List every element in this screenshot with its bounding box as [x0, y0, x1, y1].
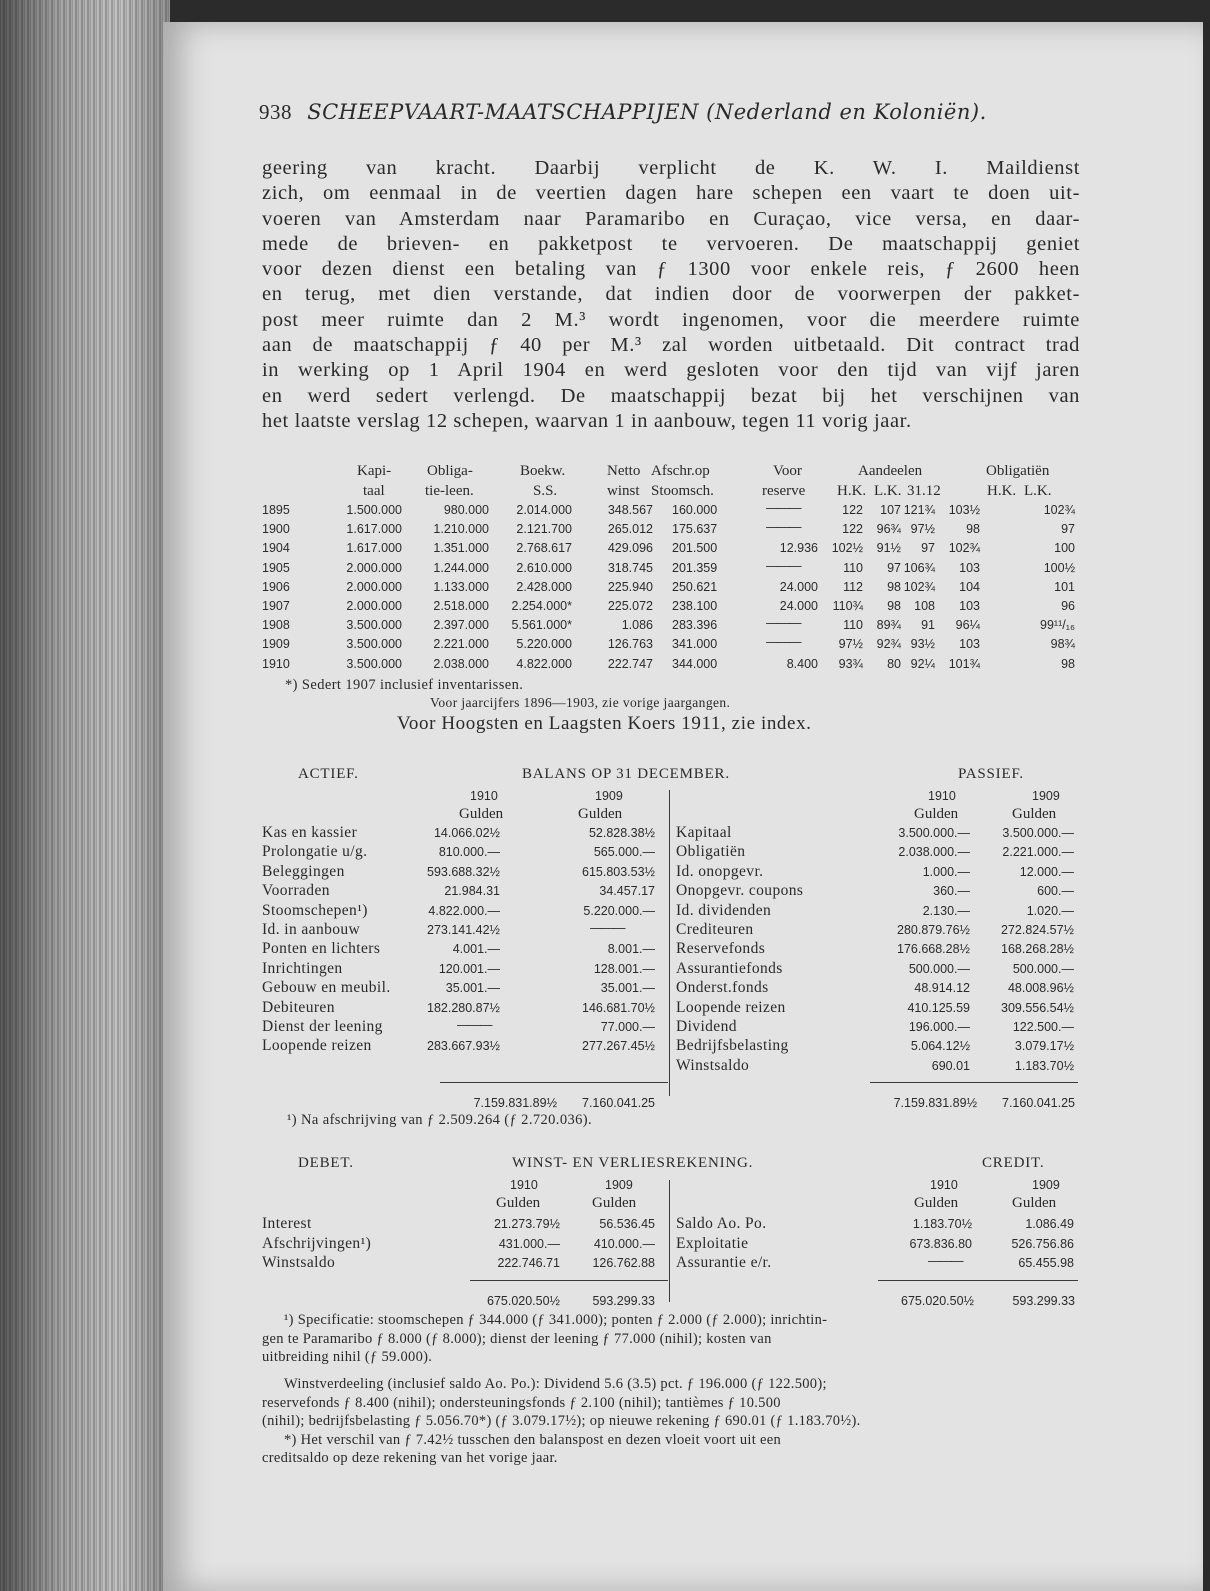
total-rule: [470, 1280, 668, 1281]
stats-cell: 4.822.000: [516, 656, 572, 671]
passief-1909: 48.008.96½: [1007, 981, 1074, 996]
stats-header-top: Kapi-: [357, 463, 392, 479]
stats-cell: 102¾: [948, 541, 980, 556]
unit-gulden: Gulden: [459, 806, 504, 822]
stats-cell: 96: [1061, 599, 1075, 613]
passief-label: Dividend: [676, 1018, 737, 1035]
stats-dash: ———: [766, 616, 801, 631]
stats-cell: 3.500.000: [346, 618, 402, 633]
stats-year: 1904: [262, 541, 290, 556]
debet-1910: 431.000.—: [498, 1236, 560, 1251]
book-edge-shadow: [0, 0, 170, 1591]
stats-cell: 2.768.617: [516, 541, 572, 556]
stats-cell: 1.086: [621, 618, 653, 633]
stats-cell: 108: [914, 599, 935, 613]
stats-year: 1909: [262, 637, 290, 652]
stats-cell: 344.000: [672, 656, 718, 671]
stats-dash: ———: [766, 501, 801, 515]
actief-1910-dash: ———: [457, 1018, 492, 1032]
stats-cell: 103: [959, 599, 980, 613]
actief-label: Debiteuren: [262, 998, 335, 1016]
stats-cell: 2.121.700: [516, 522, 572, 537]
stats-header-top: Aandeelen: [858, 463, 923, 479]
stats-header-bottom: tie-leen.: [425, 483, 474, 499]
passief-total-1909: 7.160.041.25: [1002, 1096, 1075, 1110]
stats-cell: 201.359: [672, 560, 718, 575]
stats-cell: 110: [843, 560, 863, 575]
debet-label: Winstsaldo: [262, 1254, 336, 1271]
intro-line: voeren van Amsterdam naar Paramaribo en Curaçao, vice versa, en daar-: [262, 207, 1080, 230]
stats-header-top: Netto: [607, 463, 641, 479]
credit-label: Saldo Ao. Po.: [676, 1215, 767, 1232]
stats-cell: 1.617.000: [346, 522, 402, 537]
stats-cell: 2.000.000: [346, 579, 402, 594]
stats-cell: 98: [887, 599, 901, 613]
intro-line: zich, om eenmaal in de veertien dagen hare schepen een vaart te doen uit-: [262, 182, 1080, 205]
year-1909: 1909: [595, 789, 623, 803]
stats-header-bottom: S.S.: [533, 483, 558, 499]
stats-cell: 2.000.000: [346, 560, 402, 575]
actief-1909: 5.220.000.—: [583, 903, 655, 918]
passief-label: Loopende reizen: [676, 998, 786, 1016]
stats-cell: 104: [959, 579, 980, 594]
stats-header-bottom: Stoomsch.: [651, 483, 714, 499]
actief-label: Id. in aanbouw: [262, 921, 361, 938]
stats-year: 1908: [262, 618, 290, 633]
passief-1909: 272.824.57½: [1001, 923, 1074, 937]
actief-1909: 615.803.53½: [582, 864, 655, 879]
passief-1910: 1.000.—: [922, 864, 970, 879]
actief-label: Ponten en lichters: [262, 940, 381, 958]
actief-1910: 35.001.—: [445, 981, 500, 996]
debet-1909: 56.536.45: [599, 1217, 655, 1231]
stats-cell: 980.000: [443, 503, 489, 517]
passief-1910: 690.01: [931, 1058, 970, 1073]
actief-label: Gebouw en meubil.: [262, 979, 391, 997]
passief-1909: 12.000.—: [1019, 864, 1074, 879]
stats-cell: 92¼: [910, 656, 935, 671]
total-rule: [440, 1082, 668, 1083]
debet-label: Interest: [262, 1215, 312, 1232]
stats-cell: 24.000: [779, 599, 818, 613]
year-1909: 1909: [1032, 1178, 1060, 1192]
actief-label: Voorraden: [262, 882, 330, 900]
stats-cell: 1.617.000: [346, 541, 402, 556]
stats-cell: 101: [1054, 579, 1075, 594]
credit-total-1910: 675.020.50½: [901, 1294, 974, 1308]
stats-cell: 121¾: [903, 503, 935, 517]
credit-label: Exploitatie: [676, 1234, 749, 1252]
passief-1909: 500.000.—: [1012, 961, 1074, 976]
passief-1909: 1.183.70½: [1014, 1058, 1074, 1073]
stats-cell: 2.518.000: [433, 599, 489, 613]
actief-label: Inrichtingen: [262, 959, 343, 977]
footnote-line: Winstverdeeling (inclusief saldo Ao. Po.): Dividend 5.6 (3.5) pct. ƒ 196.000 (ƒ 122.500);: [284, 1376, 827, 1392]
intro-line: in werking op 1 April 1904 en werd gesloten voor den tijd van vijf jaren: [262, 359, 1080, 382]
stats-cell: 2.610.000: [516, 560, 572, 575]
stats-cell: 98: [887, 579, 901, 594]
stats-cell: 102½: [831, 541, 863, 556]
passief-1909: 309.556.54½: [1001, 1000, 1074, 1015]
stats-header-top: Obliga-: [427, 463, 473, 479]
stats-note-index: Voor Hoogsten en Laagsten Koers 1911, zie index.: [397, 713, 812, 734]
stats-cell: 283.396: [672, 618, 718, 633]
year-1910: 1910: [510, 1178, 538, 1192]
unit-gulden: Gulden: [914, 806, 959, 822]
unit-gulden: Gulden: [592, 1195, 637, 1211]
intro-line: en werd sedert verlengd. De maatschappij bezat bij het verschijnen van: [262, 384, 1080, 407]
actief-1909: 565.000.—: [593, 845, 655, 860]
intro-line: mede de brieven- en pakketpost te vervoeren. De maatschappij geniet: [262, 232, 1080, 255]
stats-year: 1895: [262, 503, 290, 517]
passief-1909: 3.500.000.—: [1002, 826, 1074, 840]
stats-cell: 99¹¹/₁₆: [1040, 618, 1075, 633]
stats-dash: ———: [766, 558, 801, 573]
passief-label: Kapitaal: [676, 824, 732, 841]
year-1910: 1910: [930, 1178, 958, 1192]
actief-1909: 8.001.—: [607, 942, 655, 957]
passief-1910: 176.668.28½: [897, 942, 970, 957]
profit-distribution-note: [262, 1375, 1080, 1468]
debet-1909: 410.000.—: [593, 1236, 655, 1251]
actief-1909: 77.000.—: [600, 1020, 655, 1034]
stats-cell: 318.745: [607, 560, 653, 575]
intro-line: het laatste verslag 12 schepen, waarvan 1 in aanbouw, tegen 11 vorig jaar.: [262, 409, 912, 432]
actief-total-1910: 7.159.831.89½: [473, 1096, 557, 1110]
stats-cell: 100½: [1043, 560, 1075, 575]
debet-total-1909: 593.299.33: [592, 1294, 655, 1308]
credit-total-1909: 593.299.33: [1012, 1294, 1075, 1308]
stats-cell: 101¾: [948, 656, 980, 671]
stats-cell: 102¾: [903, 579, 935, 594]
stats-year: 1905: [262, 560, 290, 575]
balance-divider: [669, 790, 670, 1096]
stats-cell: 112: [843, 579, 863, 594]
stats-dash: ———: [766, 635, 801, 650]
debet-total-1910: 675.020.50½: [487, 1294, 560, 1308]
passief-1910: 410.125.59: [907, 1000, 970, 1015]
stats-cell: 5.561.000*: [511, 618, 572, 633]
passief-1910: 2.130.—: [922, 903, 970, 918]
stats-cell: 96¼: [955, 618, 980, 633]
debet-label: Afschrijvingen¹): [262, 1234, 372, 1252]
debet-1909: 126.762.88: [592, 1256, 655, 1270]
stats-header-bottom: H.K.: [987, 483, 1017, 499]
running-head: [259, 100, 987, 125]
stats-header-top: Afschr.op: [651, 463, 710, 479]
balance-left-title: ACTIEF.: [298, 766, 359, 782]
stats-cell: 1.244.000: [433, 560, 489, 575]
actief-label: Dienst der leening: [262, 1018, 383, 1035]
stats-cell: 1.500.000: [346, 503, 402, 517]
stats-cell: 93¾: [838, 656, 863, 671]
stats-year: 1907: [262, 599, 290, 613]
actief-1909: 34.457.17: [599, 884, 655, 899]
page-number: 938: [259, 100, 292, 124]
stats-cell: 122: [842, 522, 863, 537]
stats-header-bottom: reserve: [762, 483, 806, 499]
credit-1909: 1.086.49: [1025, 1217, 1074, 1231]
stats-cell: 1.210.000: [433, 522, 489, 537]
stats-cell: 24.000: [779, 579, 818, 594]
passief-1910: 5.064.12½: [910, 1039, 970, 1054]
stats-cell: 201.500: [672, 541, 718, 556]
stats-year: 1900: [262, 522, 290, 537]
stats-cell: 91½: [876, 541, 901, 556]
actief-1909: 35.001.—: [600, 981, 655, 996]
total-rule: [870, 1082, 1078, 1083]
stats-cell: 93½: [910, 637, 935, 652]
passief-label: Obligatiën: [676, 843, 746, 861]
footnote-line: *) Het verschil van ƒ 7.42½ tusschen den balanspost en dezen vloeit voort uit een: [284, 1431, 782, 1448]
stats-cell: 265.012: [607, 522, 653, 537]
passief-label: Winstsaldo: [676, 1056, 750, 1074]
pl-left-title: DEBET.: [298, 1155, 354, 1171]
stats-cell: 8.400: [786, 656, 818, 671]
actief-label: Loopende reizen: [262, 1037, 372, 1055]
stats-cell: 103: [959, 637, 980, 652]
stats-header-bottom: winst: [607, 483, 640, 499]
intro-line: post meer ruimte dan 2 M.³ wordt ingenomen, voor die meerdere ruimte: [262, 308, 1080, 331]
stats-header-top: Obligatiën: [986, 463, 1050, 479]
actief-1910: 4.822.000.—: [428, 903, 500, 918]
stats-cell: 2.221.000: [433, 637, 489, 652]
passief-1910: 196.000.—: [908, 1020, 970, 1034]
pl-right-title: CREDIT.: [982, 1155, 1045, 1171]
passief-label: Onopgevr. coupons: [676, 882, 804, 900]
stats-cell: 1.133.000: [433, 579, 489, 594]
pl-title: WINST- EN VERLIESREKENING.: [512, 1155, 754, 1171]
stats-cell: 122: [842, 503, 863, 517]
passief-label: Bedrijfsbelasting: [676, 1037, 789, 1055]
stats-cell: 98¾: [1050, 637, 1075, 652]
passief-1909: 168.268.28½: [1001, 942, 1074, 957]
pl-divider: [669, 1180, 670, 1302]
stats-header-bottom: taal: [363, 483, 385, 499]
unit-gulden: Gulden: [578, 806, 623, 822]
balance-right-title: PASSIEF.: [958, 766, 1024, 782]
stats-cell: 5.220.000: [516, 637, 572, 652]
stats-cell: 102¾: [1043, 503, 1075, 517]
year-1909: 1909: [605, 1178, 633, 1192]
intro-line: voor dezen dienst een betaling van ƒ 1300 voor enkele reis, ƒ 2600 heen: [262, 258, 1080, 281]
running-head-subtitle: (Nederland en Koloniën).: [706, 100, 987, 124]
unit-gulden: Gulden: [914, 1195, 959, 1211]
passief-label: Id. dividenden: [676, 901, 772, 919]
passief-1909: 3.079.17½: [1014, 1039, 1074, 1054]
actief-1910: 120.001.—: [438, 961, 500, 976]
stats-year: 1906: [262, 579, 290, 594]
stats-cell: 341.000: [672, 637, 718, 652]
stats-cell: 3.500.000: [346, 656, 402, 671]
actief-1909: 277.267.45½: [582, 1039, 655, 1054]
specification-footnote: [262, 1311, 1080, 1367]
stats-cell: 175.637: [672, 522, 718, 537]
actief-1909: 52.828.38½: [588, 826, 655, 840]
unit-gulden: Gulden: [496, 1195, 541, 1211]
credit-1909: 526.756.86: [1011, 1236, 1074, 1251]
debet-1910: 21.273.79½: [493, 1217, 560, 1231]
year-1910: 1910: [470, 789, 498, 803]
actief-1909-dash: ———: [590, 921, 625, 935]
stats-header-bottom: L.K.: [1024, 483, 1052, 499]
stats-cell: 1.351.000: [433, 541, 489, 556]
year-1910: 1910: [928, 789, 956, 803]
credit-1910: 1.183.70½: [912, 1217, 972, 1231]
stats-cell: 238.100: [672, 599, 718, 613]
passief-1909: 600.—: [1037, 884, 1074, 899]
stats-cell: 2.038.000: [433, 656, 489, 671]
stats-note-inventory: *) Sedert 1907 inclusief inventarissen.: [285, 677, 524, 693]
stats-cell: 225.940: [607, 579, 653, 594]
passief-1910: 48.914.12: [914, 981, 970, 996]
stats-cell: 160.000: [672, 503, 718, 517]
stats-cell: 2.000.000: [346, 599, 402, 613]
stats-cell: 348.567: [607, 503, 653, 517]
stats-cell: 91: [921, 618, 935, 633]
stats-cell: 2.254.000*: [511, 599, 572, 613]
passief-1910: 280.879.76½: [897, 923, 970, 937]
stats-cell: 98: [1061, 656, 1075, 671]
actief-1910: 182.280.87½: [427, 1000, 500, 1015]
credit-1910-dash: ———: [928, 1254, 963, 1268]
stats-year: 1910: [262, 656, 290, 671]
stats-header-bottom: 31.12: [907, 483, 941, 499]
stats-cell: 100: [1054, 541, 1075, 556]
stats-cell: 2.014.000: [516, 503, 572, 517]
stats-cell: 110¾: [832, 599, 863, 613]
year-1909: 1909: [1032, 789, 1060, 803]
passief-total-1910: 7.159.831.89½: [893, 1096, 977, 1110]
stats-cell: 2.397.000: [433, 618, 489, 633]
stats-cell: 89¾: [876, 618, 901, 633]
intro-line: geering van kracht. Daarbij verplicht de K. W. I. Maildienst: [262, 157, 1080, 179]
stats-cell: 250.621: [672, 579, 718, 594]
actief-label: Kas en kassier: [262, 824, 358, 841]
passief-1910: 2.038.000.—: [898, 845, 970, 860]
credit-1909: 65.455.98: [1018, 1256, 1074, 1270]
credit-label: Assurantie e/r.: [676, 1254, 772, 1271]
credit-1910: 673.836.80: [909, 1236, 972, 1251]
stats-cell: 92¾: [876, 637, 901, 652]
actief-1909: 146.681.70½: [582, 1000, 655, 1015]
debet-1910: 222.746.71: [497, 1256, 560, 1270]
actief-1910: 810.000.—: [438, 845, 500, 860]
stats-cell: 3.500.000: [346, 637, 402, 652]
actief-1909: 128.001.—: [593, 961, 655, 976]
passief-label: Onderst.fonds: [676, 979, 769, 997]
stats-cell: 2.428.000: [516, 579, 572, 594]
running-head-title: SCHEEPVAART-MAATSCHAPPIJEN: [307, 100, 699, 124]
passief-1910: 500.000.—: [908, 961, 970, 976]
actief-label: Prolongatie u/g.: [262, 843, 368, 861]
stats-cell: 97½: [838, 637, 863, 652]
passief-label: Id. onopgevr.: [676, 862, 764, 880]
stats-cell: 225.072: [607, 599, 653, 613]
stats-cell: 96¾: [876, 522, 901, 537]
actief-1910: 273.141.42½: [427, 923, 500, 937]
actief-1910: 283.667.93½: [427, 1039, 500, 1054]
stats-header-top: Voor: [773, 463, 802, 479]
unit-gulden: Gulden: [1012, 806, 1057, 822]
intro-line: en terug, met dien verstande, dat indien door de voorwerpen der pakket-: [262, 283, 1080, 306]
actief-label: Beleggingen: [262, 862, 345, 880]
stats-cell: 98: [966, 522, 980, 537]
total-rule: [878, 1280, 1078, 1281]
actief-1910: 593.688.32½: [427, 864, 500, 879]
stats-cell: 103: [959, 560, 980, 575]
actief-total-1909: 7.160.041.25: [582, 1096, 655, 1110]
balance-footnote: ¹) Na afschrijving van ƒ 2.509.264 (ƒ 2.720.036).: [287, 1112, 593, 1128]
stats-cell: 97½: [910, 522, 935, 537]
stats-cell: 12.936: [779, 541, 818, 556]
actief-1910: 4.001.—: [452, 942, 500, 957]
footnote-line: reservefonds ƒ 8.400 (nihil); ondersteuningsfonds ƒ 2.100 (nihil); tantièmes ƒ 10.500: [262, 1394, 781, 1411]
intro-line: aan de maatschappij ƒ 40 per M.³ zal worden uitbetaald. Dit contract trad: [262, 334, 1080, 357]
actief-1910: 14.066.02½: [433, 826, 500, 840]
stats-cell: 97: [1061, 522, 1075, 537]
stats-cell: 126.763: [607, 637, 653, 652]
stats-header-top: Boekw.: [520, 463, 566, 479]
passief-1909: 2.221.000.—: [1002, 845, 1074, 860]
stats-cell: 222.747: [607, 656, 653, 671]
actief-label: Stoomschepen¹): [262, 901, 368, 919]
passief-1909: 1.020.—: [1026, 903, 1074, 918]
footnote-line: uitbreiding nihil (ƒ 59.000).: [262, 1349, 433, 1365]
stats-header-bottom: H.K.: [837, 483, 867, 499]
stats-header-bottom: L.K.: [874, 483, 902, 499]
passief-label: Reservefonds: [676, 940, 766, 958]
footnote-line: creditsaldo op deze rekening van het vorige jaar.: [262, 1450, 558, 1466]
stats-note-prior-years: Voor jaarcijfers 1896—1903, zie vorige jaargangen.: [430, 695, 731, 710]
intro-paragraph: [262, 156, 1080, 434]
footnote-line: (nihil); bedrijfsbelasting ƒ 5.056.70*) (ƒ 3.079.17½); op nieuwe rekening ƒ 690.01 (ƒ 1.183.70½).: [262, 1413, 861, 1429]
stats-cell: 97: [887, 560, 901, 575]
stats-cell: 106¾: [903, 560, 935, 575]
passief-label: Crediteuren: [676, 921, 754, 938]
stats-dash: ———: [766, 520, 801, 535]
passief-label: Assurantiefonds: [676, 959, 783, 977]
unit-gulden: Gulden: [1012, 1195, 1057, 1211]
balance-title: BALANS OP 31 DECEMBER.: [522, 766, 730, 782]
stats-cell: 97: [921, 541, 935, 556]
actief-1910: 21.984.31: [444, 884, 500, 899]
footnote-line: ¹) Specificatie: stoomschepen ƒ 344.000 (ƒ 341.000); ponten ƒ 2.000 (ƒ 2.000); inrichtin-: [284, 1312, 828, 1328]
stats-cell: 429.096: [607, 541, 653, 556]
stats-cell: 110: [843, 618, 863, 633]
stats-cell: 103½: [948, 503, 980, 517]
passief-1909: 122.500.—: [1012, 1020, 1074, 1034]
stats-cell: 107: [880, 503, 901, 517]
footnote-line: gen te Paramaribo ƒ 8.000 (ƒ 8.000); dienst der leening ƒ 77.000 (nihil); kosten van: [262, 1330, 772, 1347]
passief-1910: 3.500.000.—: [898, 826, 970, 840]
stats-cell: 80: [887, 656, 901, 671]
passief-1910: 360.—: [933, 884, 970, 899]
